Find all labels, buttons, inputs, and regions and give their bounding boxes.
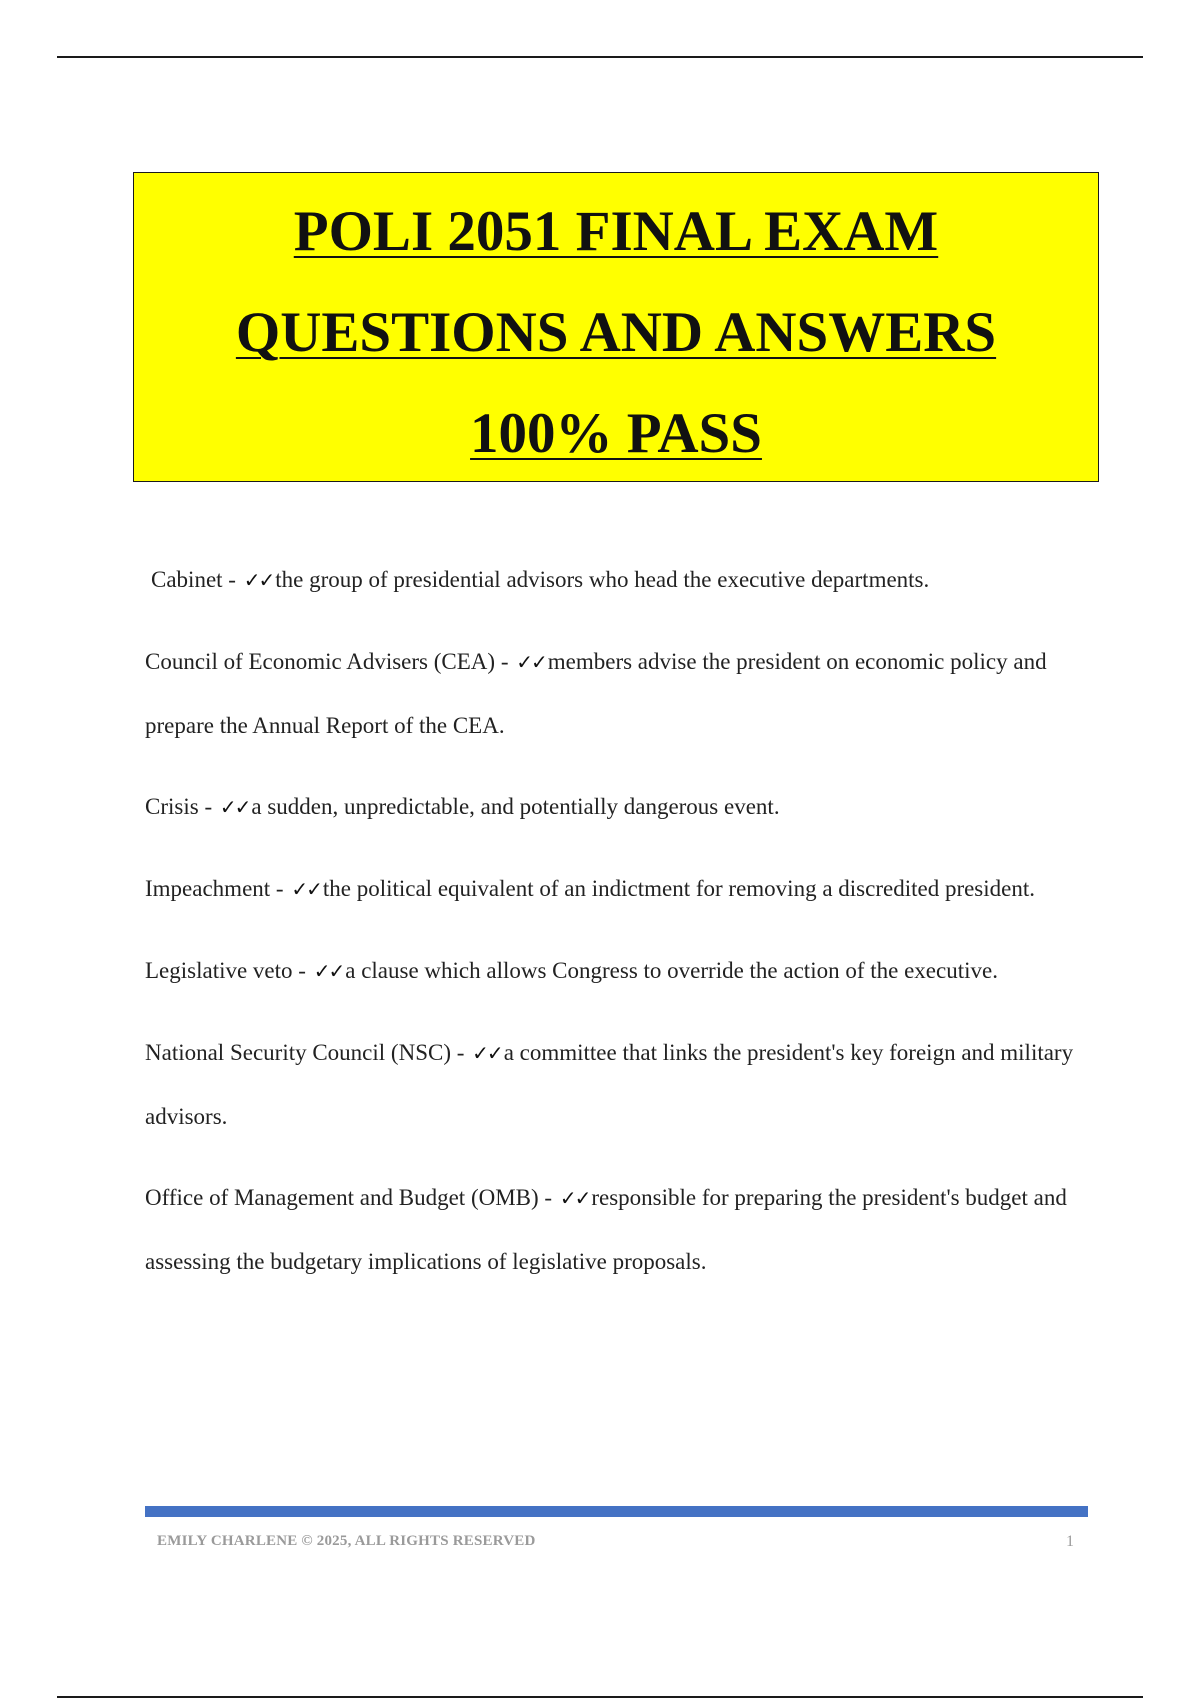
glossary-entry	[145, 548, 1095, 612]
entry-definition: the group of presidential advisors who head the executive departments.	[275, 567, 930, 592]
entry-definition: responsible for preparing the president's budget and assessing the budgetary implications of legislative proposals.	[145, 1185, 1067, 1274]
glossary-entry	[145, 1021, 1095, 1148]
glossary-entry	[145, 630, 1095, 757]
entry-term: Office of Management and Budget (OMB)	[145, 1185, 539, 1210]
entry-definition: the political equivalent of an indictment for removing a discredited president.	[322, 876, 1035, 901]
double-check-icon: ✓✓	[559, 1186, 590, 1210]
entry-term: Legislative veto	[145, 958, 293, 983]
glossary-entry	[145, 775, 1095, 839]
entry-separator: -	[495, 649, 515, 674]
entry-term: Council of Economic Advisers (CEA)	[145, 649, 496, 674]
footer-bar	[145, 1506, 1088, 1517]
double-check-icon: ✓✓	[219, 795, 250, 819]
entry-definition: members advise the president on economic policy and prepare the Annual Report of the CEA.	[145, 649, 1047, 738]
entry-definition: a clause which allows Congress to override the action of the executive.	[345, 958, 998, 983]
page-number: 1	[1066, 1533, 1074, 1550]
entry-separator: -	[270, 876, 290, 901]
entry-separator: -	[451, 1040, 471, 1065]
entry-separator: -	[222, 567, 242, 592]
entry-separator: -	[292, 958, 312, 983]
glossary-entry	[145, 1166, 1095, 1293]
double-check-icon: ✓✓	[516, 650, 546, 674]
glossary-list	[145, 548, 1095, 1311]
title-line-1: POLI 2051 FINAL EXAM	[293, 200, 939, 263]
entry-term: National Security Council (NSC)	[145, 1040, 451, 1065]
double-check-icon: ✓✓	[313, 959, 344, 983]
double-check-icon: ✓✓	[291, 877, 321, 901]
footer-copyright: EMILY CHARLENE © 2025, ALL RIGHTS RESERVED	[157, 1533, 536, 1549]
entry-term: Cabinet	[151, 567, 223, 592]
entry-term: Crisis	[145, 794, 199, 819]
top-rule	[57, 56, 1143, 58]
glossary-entry	[145, 939, 1095, 1003]
entry-definition: a sudden, unpredictable, and potentially dangerous event.	[251, 794, 780, 819]
entry-term: Impeachment	[145, 876, 271, 901]
double-check-icon: ✓✓	[243, 568, 274, 592]
title-box	[133, 172, 1099, 482]
entry-separator: -	[198, 794, 218, 819]
entry-definition: a committee that links the president's key foreign and military advisors.	[145, 1040, 1074, 1129]
title-line-3: 100% PASS	[470, 402, 762, 465]
entry-separator: -	[538, 1185, 558, 1210]
glossary-entry	[145, 857, 1095, 921]
double-check-icon: ✓✓	[472, 1041, 502, 1065]
title-line-2: QUESTIONS AND ANSWERS	[235, 301, 997, 364]
bottom-rule	[57, 1696, 1143, 1698]
